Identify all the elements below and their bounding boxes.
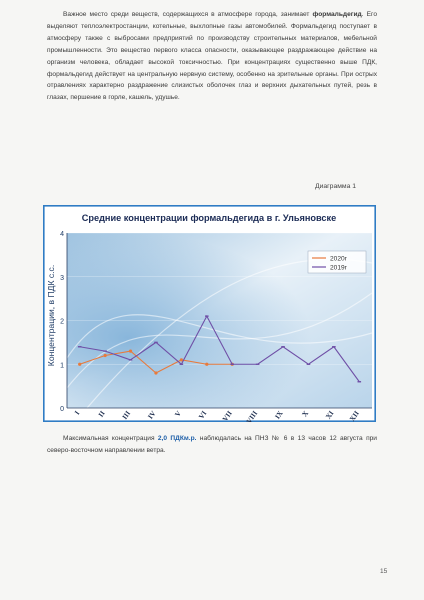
- chart-title: Средние концентрации формальдегида в г. Ульяновске: [81, 213, 337, 223]
- y-tick-label: 1: [60, 362, 64, 370]
- line-chart: [43, 205, 376, 422]
- x-tick-label: I: [73, 409, 82, 417]
- paragraph-max-concentration: [47, 433, 377, 457]
- paragraph2-rest: наблюдалась на ПНЗ № 6 в 13 часов 12 августа при северо-восточном направлении ветра.: [47, 435, 377, 454]
- data-point: [104, 354, 107, 357]
- x-tick-label: VII: [221, 409, 234, 422]
- x-tick-label: IV: [146, 409, 158, 421]
- x-tick-label: X: [300, 409, 311, 419]
- x-tick-label: XI: [324, 409, 336, 421]
- legend-entry: 2020г: [330, 255, 348, 263]
- x-tick-label: V: [173, 409, 184, 419]
- diagram-label: Диаграмма 1: [315, 183, 357, 190]
- paragraph1-bold-term: формальдегид: [312, 11, 362, 18]
- chart-legend: [308, 251, 366, 273]
- data-point: [129, 350, 132, 353]
- data-point: [205, 363, 208, 366]
- x-tick-label: III: [120, 409, 133, 422]
- x-tick-label: XII: [348, 409, 361, 422]
- paragraph1-lead: Важное место среди веществ, содержащихся в атмосфере города, занимает: [63, 11, 313, 18]
- chart-container: [43, 205, 376, 422]
- paragraph-formaldehyde-intro: [47, 9, 377, 104]
- paragraph1-rest: . Его выделяют теплоэлектростанции, котельные, выхлопные газы автомобилей. Формальдегид поступает в атмосферу также с выбросами предприятий по производству строительных материалов, мебельной промышленности. Это вещество первого класса опасности, оказывающее раздражающее действие на организм человека, обладает высокой токсичностью. При концентрациях существенно выше ПДК, формальдегид действует на центральную нервную систему, особенно на зрительные органы. При острых отравлениях характерно раздражение слизистых оболочек глаз и верхних дыхательных путей, резь в глазах, першение в горле, кашель, удушье.: [47, 11, 377, 102]
- x-tick-label: II: [96, 409, 107, 419]
- max-concentration-value: 2,0 ПДКм.р.: [157, 435, 197, 442]
- paragraph2-lead: Максимальная концентрация: [63, 435, 158, 442]
- legend-entry: 2019г: [330, 264, 348, 272]
- y-tick-label: 4: [60, 231, 64, 238]
- x-tick-label: IX: [273, 409, 285, 421]
- x-tick-label: VIII: [244, 409, 260, 422]
- y-tick-label: 2: [60, 318, 64, 326]
- y-tick-label: 0: [60, 406, 64, 413]
- y-tick-label: 3: [60, 274, 64, 282]
- x-tick-label: VI: [197, 409, 209, 421]
- data-point: [154, 371, 157, 374]
- page-number: 15: [380, 568, 388, 575]
- y-axis-label: Концентрации, в ПДК с.с.: [46, 264, 56, 367]
- data-point: [78, 363, 81, 366]
